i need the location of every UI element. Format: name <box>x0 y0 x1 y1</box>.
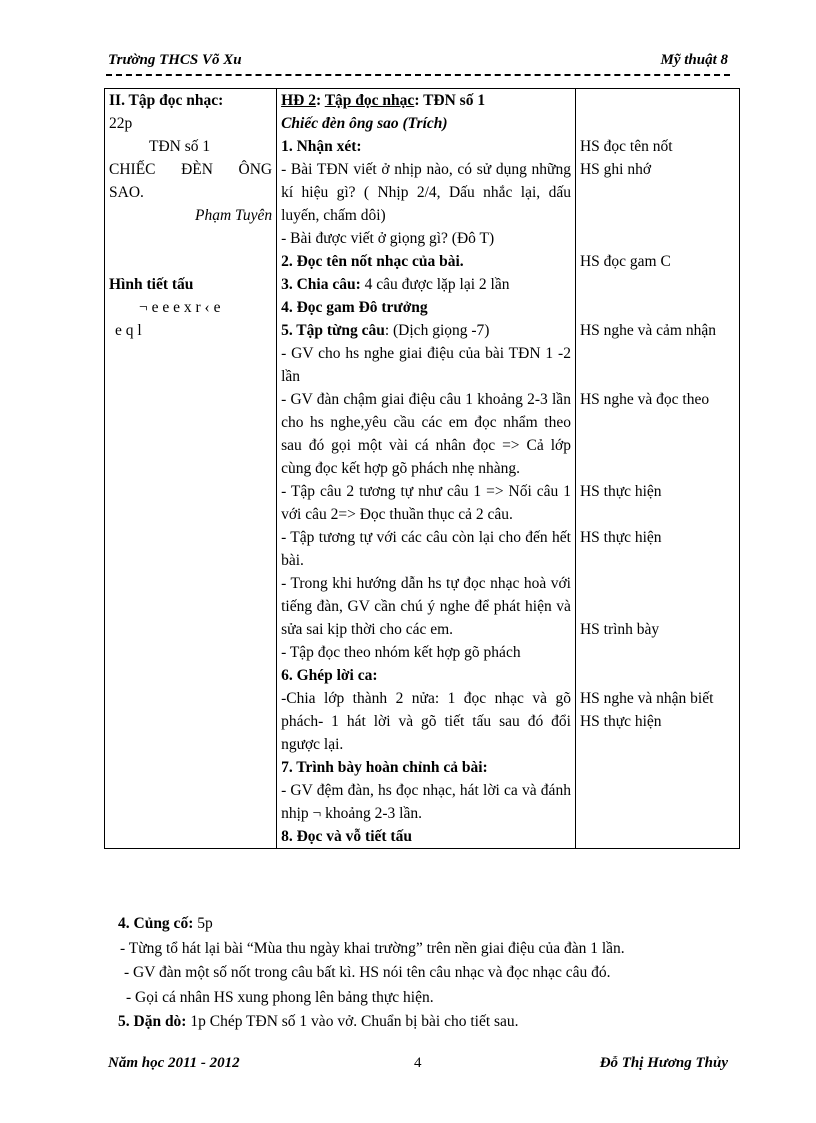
step-2-title: 2. Đọc tên nốt nhạc của bài. <box>281 253 464 270</box>
footer-school-year: Năm học 2011 - 2012 <box>108 1055 240 1071</box>
song-line-1: CHIẾC ĐÈN ÔNG <box>109 161 273 178</box>
student-activity: HS trình bày <box>579 621 660 638</box>
rhythm-line-2: e q l <box>115 322 142 339</box>
student-activity: HS ghi nhớ <box>579 161 652 178</box>
consolidation-section <box>118 912 738 1035</box>
student-activity: HS đọc tên nốt <box>579 138 673 155</box>
consolidation-line-3: - Gọi cá nhân HS xung phong lên bảng thực hiện. <box>126 988 434 1006</box>
step-7-para-1: - GV đệm đàn, hs đọc nhạc, hát lời ca và đánh nhịp ¬ khoảng 2-3 lần. <box>281 782 571 822</box>
student-activity: HS thực hiện <box>579 713 662 730</box>
student-activity: HS nghe và đọc theo <box>579 391 710 408</box>
student-activity: HS nghe và cảm nhận <box>579 322 716 339</box>
table-row <box>105 89 740 849</box>
header-school: Trường THCS Võ Xu <box>108 52 242 68</box>
consolidation-line-2: - GV đàn một số nốt trong câu bất kì. HS nói tên câu nhạc và đọc nhạc câu đó. <box>124 964 611 981</box>
song-author: Phạm Tuyên <box>195 207 273 224</box>
step-5-para-6: - Tập đọc theo nhóm kết hợp gõ phách <box>281 644 521 661</box>
step-5-para-1: - GV cho hs nghe giai điệu của bài TĐN 1 -2 lần <box>281 345 571 385</box>
section-time: 22p <box>109 115 133 132</box>
step-6-para-1: -Chia lớp thành 2 nửa: 1 đọc nhạc và gõ phách- 1 hát lời và gõ tiết tấu sau đó đổi ngược lại. <box>281 690 571 753</box>
step-8-title: 8. Đọc và vỗ tiết tấu <box>281 828 412 845</box>
page-number: 4 <box>414 1055 422 1071</box>
rhythm-line-1: ¬ e e e x r ‹ e <box>139 299 221 316</box>
header-subject: Mỹ thuật 8 <box>660 52 728 68</box>
activity-heading: HĐ 2: Tập đọc nhạc: TĐN số 1 <box>281 92 486 109</box>
step-4-title: 4. Đọc gam Đô trưởng <box>281 299 428 316</box>
tdn-label: TĐN số 1 <box>149 138 211 155</box>
step-7-title: 7. Trình bày hoàn chỉnh cả bài: <box>281 759 488 776</box>
footer-teacher: Đỗ Thị Hương Thủy <box>599 1055 728 1071</box>
section-title: II. Tập đọc nhạc: <box>109 92 224 109</box>
step-5-para-2: - GV đàn chậm giai điệu câu 1 khoảng 2-3 lần cho hs nghe,yêu cầu các em đọc nhẩm theo sau đó gọi một vài cá nhân đọc => Cả lớp cùng đọc kết hợp gõ phách nhẹ nhàng. <box>281 391 571 477</box>
song-title: Chiếc đèn ông sao (Trích) <box>281 115 448 132</box>
content-column <box>105 89 277 849</box>
step-1-question-2: - Bài được viết ở giọng gì? (Đô T) <box>281 230 495 247</box>
step-5-para-4: - Tập tương tự với các câu còn lại cho đến hết bài. <box>281 529 571 569</box>
consolidation-line-1: - Từng tổ hát lại bài “Mùa thu ngày khai trường” trên nền giai điệu của đàn 1 lần. <box>120 939 625 957</box>
step-6-title: 6. Ghép lời ca: <box>281 667 378 684</box>
step-1-question-1: - Bài TĐN viết ở nhịp nào, có sử dụng những kí hiệu gì? ( Nhịp 2/4, Dấu nhắc lại, dấu luyến, chấm dôi) <box>281 161 571 224</box>
step-5-para-5: - Trong khi hướng dẫn hs tự đọc nhạc hoà với tiếng đàn, GV cần chú ý nghe để phát hiện và sửa sai kịp thời cho các em. <box>281 575 571 638</box>
step-3: 3. Chia câu: 4 câu được lặp lại 2 lần <box>281 276 510 293</box>
header-divider <box>106 74 730 76</box>
student-activity: HS thực hiện <box>579 529 662 546</box>
step-5: 5. Tập từng câu: (Dịch giọng -7) <box>281 322 490 339</box>
student-activity: HS thực hiện <box>579 483 662 500</box>
step-5-para-3: - Tập câu 2 tương tự như câu 1 => Nối câu 1 với câu 2=> Đọc thuần thục cả 2 câu. <box>281 483 571 523</box>
homework-line: 5. Dặn dò: 1p Chép TĐN số 1 vào vở. Chuẩn bị bài cho tiết sau. <box>118 1013 519 1030</box>
rhythm-title: Hình tiết tấu <box>109 276 194 293</box>
step-1-title: 1. Nhận xét: <box>281 138 362 155</box>
student-activity: HS nghe và nhận biết <box>579 690 714 707</box>
student-activity: HS đọc gam C <box>579 253 671 270</box>
student-column <box>575 89 739 849</box>
activity-column <box>277 89 576 849</box>
consolidation-title: 4. Củng cố: 5p <box>118 915 213 932</box>
lesson-table <box>104 88 740 849</box>
song-line-2: SAO. <box>109 184 144 201</box>
